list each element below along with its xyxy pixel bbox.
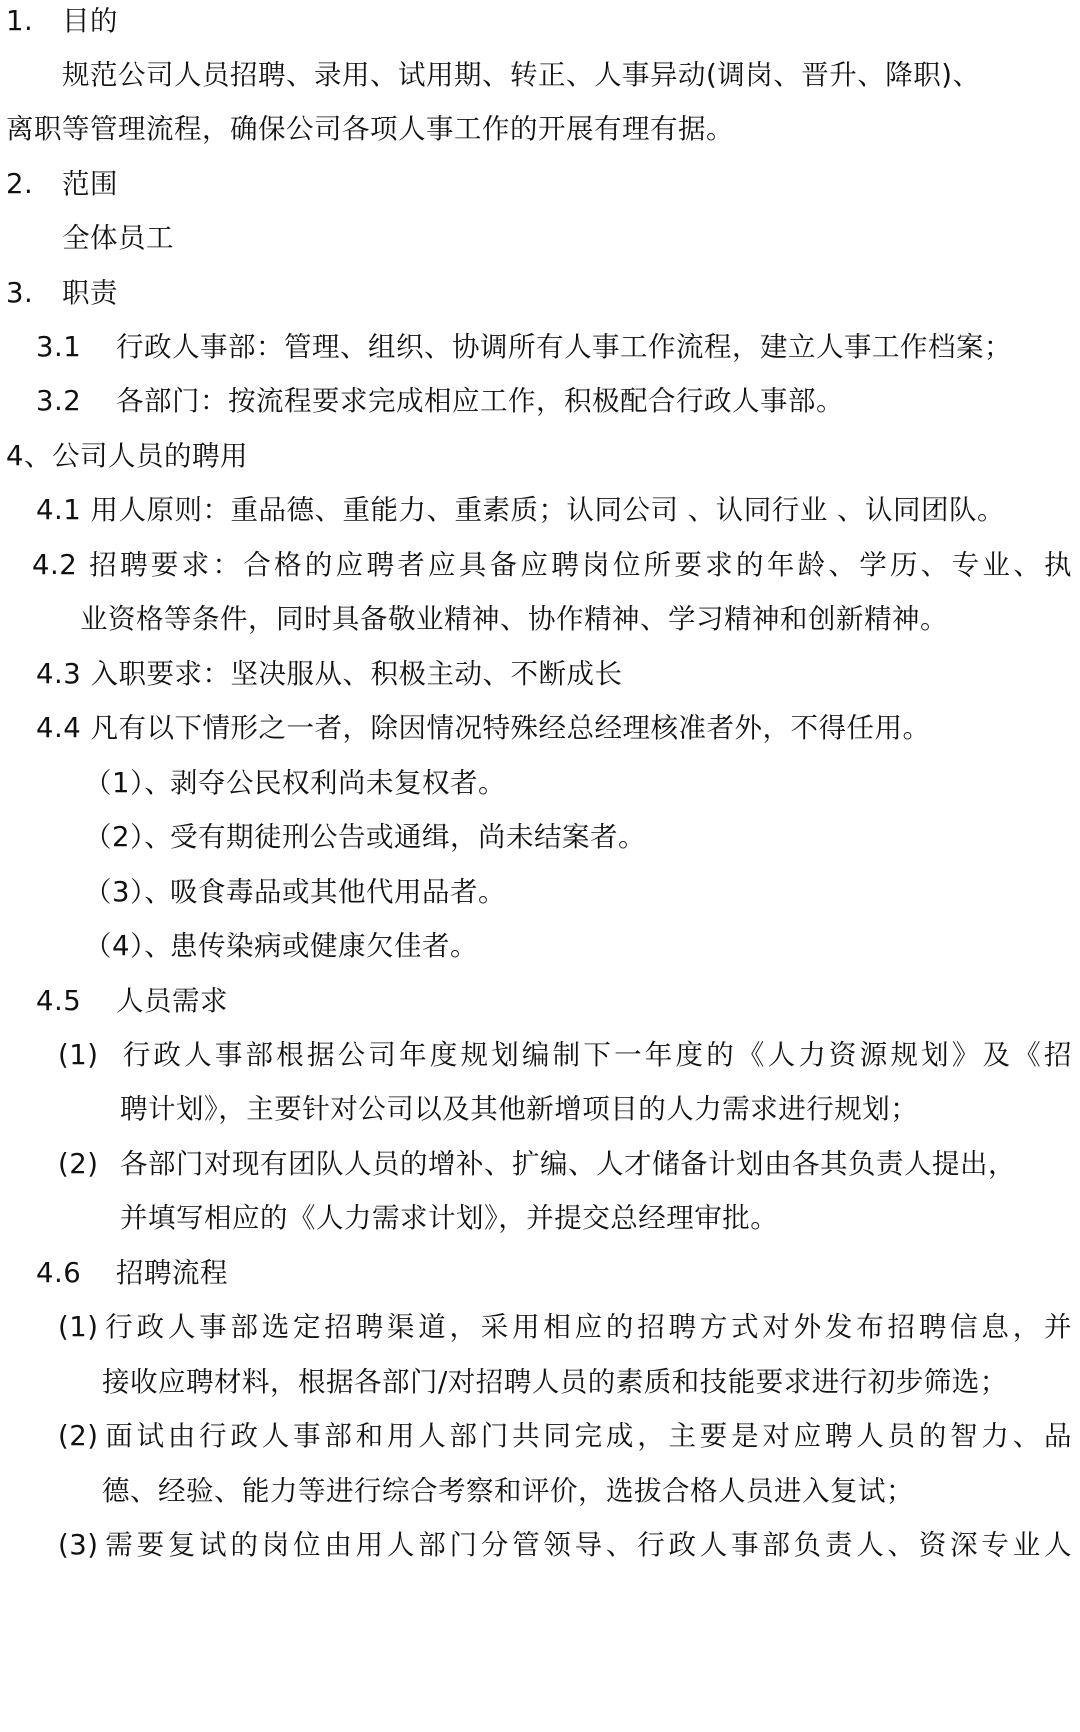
item-text: 受有期徒刑公告或通缉，尚未结案者。	[170, 821, 646, 853]
item-text: 行政人事部选定招聘渠道，采用相应的招聘方式对外发布招聘信息，并	[102, 1311, 1072, 1343]
section-number: 3.	[6, 277, 34, 309]
process-item-2-line-1	[58, 1420, 1072, 1452]
para-4-5-heading	[36, 985, 228, 1017]
section-4-heading: 4、公司人员的聘用	[6, 440, 248, 472]
para-4-4: 4.4 凡有以下情形之一者，除因情况特殊经总经理核准者外，不得任用。	[36, 712, 931, 744]
item-text: 各部门：按流程要求完成相应工作，积极配合行政人事部。	[116, 385, 844, 417]
item-number: 3.2	[36, 385, 82, 417]
para-4-2-line-1: 4.2 招聘要求：合格的应聘者应具备应聘岗位所要求的年龄、学历、专业、执	[32, 549, 1072, 581]
duty-3-2	[36, 385, 844, 417]
duty-3-1	[36, 331, 1012, 363]
section-number: 1.	[6, 5, 34, 37]
item-text: 行政人事部根据公司年度规划编制下一年度的《人力资源规划》及《招	[120, 1039, 1072, 1071]
section-title: 范围	[62, 168, 118, 200]
section-title: 职责	[62, 277, 118, 309]
para-4-2-line-2: 业资格等条件，同时具备敬业精神、协作精神、学习精神和创新精神。	[80, 603, 948, 635]
process-item-3-line-1	[58, 1529, 1072, 1561]
item-number: 4.6	[36, 1257, 82, 1289]
item-number: (3)	[58, 1529, 99, 1561]
item-text: 行政人事部：管理、组织、协调所有人事工作流程，建立人事工作档案；	[116, 331, 1012, 363]
process-item-1-line-1	[58, 1311, 1072, 1343]
item-number: 4.5	[36, 985, 82, 1017]
process-item-1-line-2: 接收应聘材料，根据各部门/对招聘人员的素质和技能要求进行初步筛选；	[102, 1366, 1008, 1398]
item-number: (1)	[58, 1311, 99, 1343]
section-3-heading	[6, 277, 118, 309]
demand-item-1-line-2: 聘计划》，主要针对公司以及其他新增项目的人力需求进行规划；	[120, 1093, 919, 1125]
exclusion-item-1	[84, 767, 506, 799]
item-number: （4）、	[84, 930, 173, 962]
section-number: 2.	[6, 168, 34, 200]
para-4-1: 4.1 用人原则：重品德、重能力、重素质；认同公司 、认同行业 、认同团队。	[36, 494, 1005, 526]
item-number: (2)	[58, 1148, 99, 1180]
para-4-3: 4.3 入职要求：坚决服从、积极主动、不断成长	[36, 658, 623, 690]
demand-item-2-line-2: 并填写相应的《人力需求计划》，并提交总经理审批。	[120, 1202, 779, 1234]
section-title: 目的	[62, 5, 118, 37]
section-2-body: 全体员工	[62, 222, 174, 254]
process-item-2-line-2: 德、经验、能力等进行综合考察和评价，选拔合格人员进入复试；	[102, 1475, 914, 1507]
item-number: 3.1	[36, 331, 82, 363]
para-4-6-heading	[36, 1257, 228, 1289]
item-number: （3）、	[84, 876, 173, 908]
item-text: 剥夺公民权利尚未复权者。	[170, 767, 506, 799]
item-number: (2)	[58, 1420, 99, 1452]
section-1-heading	[6, 5, 118, 37]
item-text: 吸食毒品或其他代用品者。	[170, 876, 506, 908]
exclusion-item-2	[84, 821, 646, 853]
item-text: 面试由行政人事部和用人部门共同完成，主要是对应聘人员的智力、品	[102, 1420, 1072, 1452]
section-1-body-line-2: 离职等管理流程，确保公司各项人事工作的开展有理有据。	[6, 113, 734, 145]
exclusion-item-3	[84, 876, 506, 908]
section-1-body-line-1: 规范公司人员招聘、录用、试用期、转正、人事异动(调岗、晋升、降职)、	[62, 59, 981, 91]
item-title: 人员需求	[116, 985, 228, 1017]
item-number: (1)	[58, 1039, 99, 1071]
section-2-heading	[6, 168, 118, 200]
demand-item-2-line-1	[58, 1148, 1016, 1180]
item-text: 需要复试的岗位由用人部门分管领导、行政人事部负责人、资深专业人	[102, 1529, 1072, 1561]
exclusion-item-4	[84, 930, 478, 962]
demand-item-1-line-1	[58, 1039, 1072, 1071]
item-text: 各部门对现有团队人员的增补、扩编、人才储备计划由各其负责人提出，	[120, 1148, 1016, 1180]
item-title: 招聘流程	[116, 1257, 228, 1289]
item-text: 患传染病或健康欠佳者。	[170, 930, 478, 962]
item-number: （1）、	[84, 767, 173, 799]
item-number: （2）、	[84, 821, 173, 853]
